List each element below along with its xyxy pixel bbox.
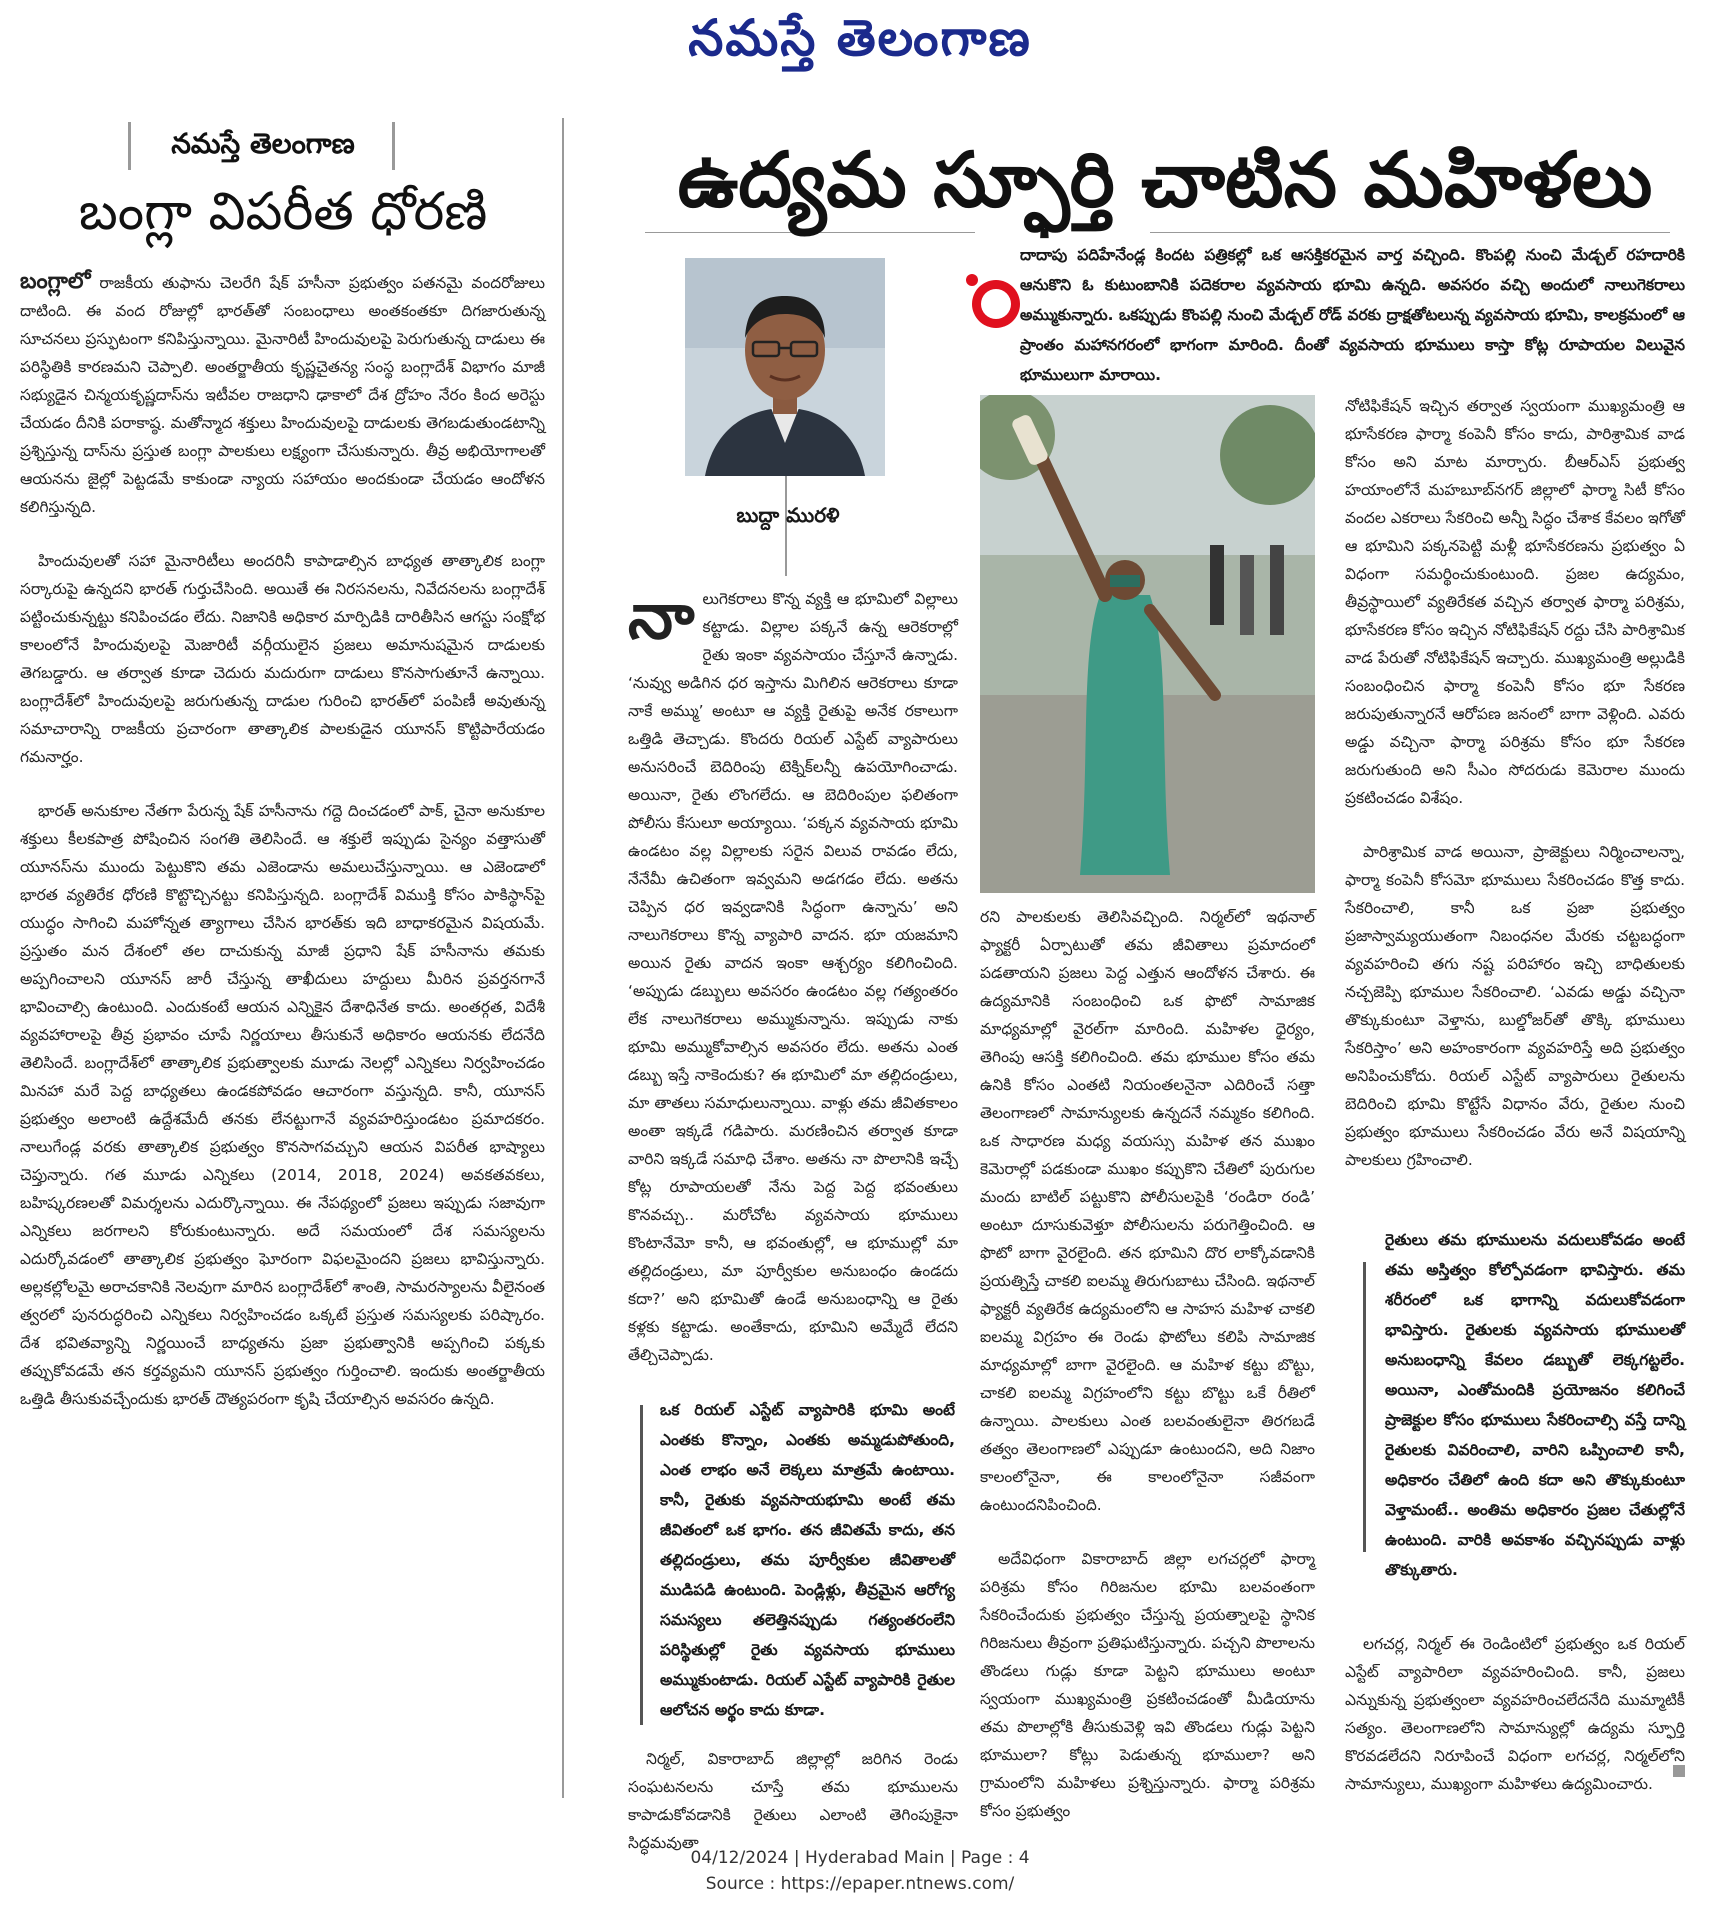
tag-bar-left <box>128 122 131 170</box>
article-paragraph: రని పాలకులకు తెలిసివచ్చింది. నిర్మల్‌లో ఇథనాల్ ఫ్యాక్టరీ ఏర్పాటుతో తమ జీవితాలు ప్రమాదంలో పడతాయని ప్రజలు పెద్ద ఎత్తున ఆందోళన చేశారు. ఈ ఉద్యమానికి సంబంధించి ఒక ఫొటో సామాజిక మాధ్యమాల్లో వైరల్‌గా మారింది. మహిళల ధైర్యం, తెగింపు ఆసక్తి కలిగించింది. తమ భూముల కోసం తమ ఉనికి కోసం ఎంతటి నియంతలనైనా ఎదిరించే సత్తా తెలంగాణలో సామాన్యులకు ఉన్నదనే నమ్మకం కలిగింది. ఒక సాధారణ మధ్య వయస్సు మహిళ తన ముఖం కెమెరాల్లో పడకుండా ముఖం కప్పుకొని చేతిలో పురుగుల మందు బాటిల్ పట్టుకొని పోలీసులపైకి ‘రండిరా రండి’ అంటూ దూసుకువెళ్తూ పోలీసులను పరుగెత్తించింది. ఆ ఫొటో బాగా వైరలైంది. తన భూమిని దొర లాక్కోవడానికి ప్రయత్నిస్తే చాకలి ఐలమ్మ తిరుగుబాటు చేసింది. ఇథనాల్ ఫ్యాక్టరీ వ్యతిరేక ఉద్యమంలోని ఆ సాహస మహిళ చాకలి ఐలమ్మ విగ్రహం ఈ రెండు ఫొటోలు కలిపి సామాజిక మాధ్యమాల్లో బాగా వైరలైంది. ఆ మహిళ కట్టు బొట్టు, చాకలి ఐలమ్మ విగ్రహంలోని కట్టు బొట్టు ఒకే రీతిలో ఉన్నాయి. పాలకులు ఎంత బలవంతులైనా తిరగబడే తత్వం తెలంగాణలో ఎప్పుడూ ఉంటుందని, అది నిజాం కాలంలోనైనా, ఈ కాలంలోనైనా సజీవంగా ఉంటుందనిపించింది. <box>980 908 1315 1514</box>
article-paragraph: నాలుగెకరాలు కొన్న వ్యక్తి ఆ భూమిలో విల్లాలు కట్టాడు. విల్లాల పక్కనే ఉన్న ఆరెకరాల్లో రైతు ఇంకా వ్యవసాయం చేస్తూనే ఉన్నాడు. ‘నువ్వు అడిగిన ధర ఇస్తాను మిగిలిన ఆరెకరాలు కూడా నాకే అమ్ము’ అంటూ ఆ వ్యక్తి రైతుపై అనేక రకాలుగా ఒత్తిడి తెచ్చాడు. కొందరు రియల్ ఎస్టేట్ వ్యాపారులు అనుసరించే బెదిరింపు టెక్నిక్‌లన్నీ ఉపయోగించాడు. అయినా, రైతు లొంగలేదు. ఆ బెదిరింపుల ఫలితంగా పోలీసు కేసులూ అయ్యాయి. ‘పక్కన వ్యవసాయ భూమి ఉండటం వల్ల విల్లాలకు సరైన విలువ రావడం లేదు, నేనేమీ ఉచితంగా ఇవ్వమని అడగడం లేదు. అతను చెప్పిన ధర ఇవ్వడానికి సిద్ధంగా ఉన్నాను’ అని నాలుగెకరాలు కొన్న వ్యాపారి వాదన. భూ యజమాని అయిన రైతు వాదన ఇంకా ఆశ్చర్యం కలిగించింది. ‘అప్పుడు డబ్బులు అవసరం ఉండటం వల్ల గత్యంతరం లేక నాలుగెకరాలు అమ్ముకున్నాను. ఇప్పుడు నాకు భూమి అమ్ముకోవాల్సిన అవసరం లేదు. అతను ఎంత డబ్బు ఇస్తే నాకెందుకు? ఈ భూమిలో మా తల్లిదండ్రులు, మా తాతలు సమాధులున్నాయి. వాళ్లు తమ జీవితకాలం అంతా ఇక్కడే గడిపారు. మరణించిన తర్వాత కూడా వారిని ఇక్కడే సమాధి చేశాం. అతను నా పొలానికి ఇచ్చే కోట్ల రూపాయలతో నేను పెద్ద పెద్ద భవంతులు కొనవచ్చు.. మరోచోట వ్యవసాయ భూములు కొంటానేమో కానీ, ఆ భవంతుల్లో, ఆ భూముల్లో మా తల్లిదండ్రులు, మా పూర్వీకుల అనుబంధం ఉండదు కదా?’ అని భూమితో ఉండే అనుబంధాన్ని ఆ రైతు కళ్లకు కట్టాడు. అంతేకాదు, భూమిని అమ్మేదే లేదని తేల్చిచెప్పాడు. <box>628 580 958 1364</box>
author-name: బుద్దా మురళి <box>736 503 840 527</box>
ntnews-logo-icon <box>962 270 1024 332</box>
quote-bar <box>640 1405 643 1725</box>
article-column-2 <box>980 903 1315 1851</box>
author-photo <box>685 258 885 476</box>
footer-date-edition: 04/12/2024 | Hyderabad Main | Page : 4 <box>690 1848 1030 1868</box>
editorial-body <box>20 268 545 1439</box>
article-paragraph: నిర్మల్, వికారాబాద్ జిల్లాల్లో జరిగిన రెండు సంఘటనలను చూస్తే తమ భూములను కాపాడుకోవడానికి రైతులు ఎలాంటి తెగింపుకైనా సిద్ధమవుతా <box>628 1750 958 1852</box>
quote-bar <box>1363 1262 1366 1552</box>
editorial-divider <box>562 118 564 1798</box>
article-paragraph: నోటిఫికేషన్ ఇచ్చిన తర్వాత స్వయంగా ముఖ్యమంత్రి ఆ భూసేకరణ ఫార్మా కంపెనీ కోసం కాదు, పారిశ్రామిక వాడ కోసం అని మాట మార్చారు. బీఆర్ఎస్ ప్రభుత్వ హయాంలోనే మహబూబ్‌నగర్ జిల్లాలో ఫార్మా సిటీ కోసం వందల ఎకరాలు సేకరించి అన్నీ సిద్ధం చేశాక కేవలం ఇగోతో ఆ భూమిని పక్కనపెట్టి మళ్లీ భూసేకరణను ప్రభుత్వం ఏ విధంగా సమర్థించుకుంటుంది. ప్రజల ఉద్యమం, తీవ్రస్థాయిలో వ్యతిరేకత వచ్చిన తర్వాత ఫార్మా పరిశ్రమ, భూసేకరణ కోసం ఇచ్చిన నోటిఫికేషన్ రద్దు చేసి పారిశ్రామిక వాడ పేరుతో నోటిఫికేషన్ ఇచ్చారు. ముఖ్యమంత్రి అల్లుడికి సంబంధించిన ఫార్మా కంపెనీ కోసం భూ సేకరణ జరుపుతున్నారనే ఆరోపణ జనంలో బాగా వెళ్లింది. ఎవరు అడ్డు వచ్చినా ఫార్మా పరిశ్రమ కోసం భూ సేకరణ జరుగుతుంది అని సీఎం సోదరుడు కెమెరాల ముందు ప్రకటించడం విశేషం. <box>1345 397 1685 807</box>
end-mark <box>1673 1765 1685 1777</box>
masthead: నమస్తే తెలంగాణ <box>688 8 1032 67</box>
footer-source-link[interactable]: Source : https://epaper.ntnews.com/ <box>705 1874 1015 1894</box>
article-column-1 <box>628 580 958 1395</box>
editorial-title: బంగ్లా విపరీత ధోరణి <box>78 182 488 242</box>
article-column-3 <box>1345 392 1685 1200</box>
article-paragraph: పారిశ్రామిక వాడ అయినా, ప్రాజెక్టులు నిర్మించాలన్నా, ఫార్మా కంపెనీ కోసమో భూములు సేకరించడం కొత్త కాదు. సేకరించాలి, కానీ ఒక ప్రజా ప్రభుత్వం ప్రజాస్వామ్యయుతంగా నిబంధనల మేరకు చట్టబద్ధంగా వ్యవహరించి తగు నష్ట పరిహారం ఇచ్చి బాధితులకు నచ్చజెప్పి భూముల సేకరించాలి. ‘ఎవడు అడ్డు వచ్చినా తొక్కుకుంటూ వెళ్తాను, బుల్డోజర్‌తో తొక్కి భూములు సేకరిస్తాం’ అని అహంకారంగా వ్యవహరిస్తే అది ప్రభుత్వం అనిపించుకోదు. రియల్ ఎస్టేట్ వ్యాపారులు రైతులను బెదిరించి భూమి కొట్టేసే విధానం వేరు, రైతుల నుంచి ప్రభుత్వం భూములు సేకరించడం వేరు అనే విషయాన్ని పాలకులు గ్రహించాలి. <box>1345 843 1685 1169</box>
editorial-paragraph: బంగ్లాలో రాజకీయ తుఫాను చెలరేగి షేక్ హసీనా ప్రభుత్వం పతనమై వందరోజులు దాటింది. ఈ వంద రోజుల్లో భారత్‌తో సంబంధాలు అంతకంతకూ దిగజారుతున్న సూచనలు ప్రస్ఫుటంగా కనిపిస్తున్నాయి. మైనారిటీ హిందువులపై పెరుగుతున్న దాడులు ఈ పరిస్థితికి కారణమని చెప్పాలి. అంతర్జాతీయ కృష్ణచైతన్య సంస్థ బంగ్లాదేశ్ విభాగం మాజీ సభ్యుడైన చిన్మయకృష్ణదాస్‌ను ఇటీవల రాజధాని ఢాకాలో దేశ ద్రోహం నేరం కింద అరెస్టు చేయడం దీనికి పరాకాష్ఠ. మతోన్మాద శక్తులు హిందువులపై దాడులకు తెగబడుతుండటాన్ని ప్రశ్నిస్తున్న దాస్‌ను ప్రస్తుత బంగ్లా పాలకులు లక్ష్యంగా చేసుకున్నారు. తీవ్ర అభియోగాలతో ఆయనను జైల్లో పెట్టడమే కాకుండా న్యాయ సహాయం అందకుండా చేయడం ఆందోళన కలిగిస్తున్నది. <box>20 269 545 516</box>
article-paragraph: లగచర్ల, నిర్మల్ ఈ రెండింటిలో ప్రభుత్వం ఒక రియల్ ఎస్టేట్ వ్యాపారిలా వ్యవహరించింది. కానీ, ప్రజలు ఎన్నుకున్న ప్రభుత్వంలా వ్యవహరించలేదనేది ముమ్మాటికీ సత్యం. తెలంగాణలోని సామాన్యుల్లో ఉద్యమ స్ఫూర్తి కొరవడలేదని నిరూపించే విధంగా లగచర్ల, నిర్మల్‌లోని సామాన్యులు, ముఖ్యంగా మహిళలు ఉద్యమించారు. <box>1345 1635 1685 1793</box>
editorial-lead-word: బంగ్లాలో <box>20 269 91 294</box>
article-title: ఉద్యమ స్ఫూర్తి చాటిన మహిళలు <box>677 135 1653 224</box>
tag-bar-right <box>392 122 395 170</box>
editorial-paragraph: హిందువులతో సహా మైనారిటీలు అందరినీ కాపాడాల్సిన బాధ్యత తాత్కాలిక బంగ్లా సర్కారుపై ఉన్నదని భారత్ గుర్తుచేసింది. అయితే ఈ నిరసనలను, నివేదనలను బంగ్లాదేశ్ పట్టించుకున్నట్టు కనిపించడం లేదు. నిజానికి అధికార మార్పిడికి దారితీసిన ఆగస్టు సంక్షోభ కాలంలోనే హిందువులపై మెజారిటీ వర్గీయులైన ప్రజలు అమానుషమైన దాడులకు తెగబడ్డారు. ఆ తర్వాత కూడా చెదురు మదురుగా దాడులు కొనసాగుతూనే ఉన్నాయి. బంగ్లాదేశ్‌లో హిందువులపై జరుగుతున్న దాడుల గురించి భారత్‌లో పంపిణీ అవుతున్న సమాచారాన్ని రాజకీయ ప్రచారంగా తాత్కాలిక పాలకుడైన యూనస్ కొట్టిపారేయడం గమనార్హం. <box>20 552 545 766</box>
article-intro: దాదాపు పదిహేనేండ్ల కిందట పత్రికల్లో ఒక ఆసక్తికరమైన వార్త వచ్చింది. కొంపల్లి నుంచి మేడ్చల్ రహదారికి ఆనుకొని ఓ కుటుంబానికి పదెకరాల వ్యవసాయ భూమి ఉన్నది. అవసరం వచ్చి అందులో నాలుగెకరాలు అమ్ముకున్నారు. ఒకప్పుడు కొంపల్లి నుంచి మేడ్చల్ రోడ్ వరకు ద్రాక్షతోటలున్న వ్యవసాయ భూమి, కాలక్రమంలో ఆ ప్రాంతం మహానగరంలో భాగంగా మారింది. దీంతో వ్యవసాయ భూములు కాస్తా కోట్ల రూపాయల విలువైన భూములుగా మారాయి. <box>1020 246 1685 384</box>
pull-quote: ఒక రియల్ ఎస్టేట్ వ్యాపారికి భూమి అంటే ఎంతకు కొన్నాం, ఎంతకు అమ్మడుపోతుంది, ఎంత లాభం అనే లెక్కలు మాత్రమే ఉంటాయి. కానీ, రైతుకు వ్యవసాయభూమి అంటే తమ జీవితంలో ఒక భాగం. తన జీవితమే కాదు, తన తల్లిదండ్రులు, తమ పూర్వీకుల జీవితాలతో ముడిపడి ఉంటుంది. పెండ్లిళ్లు, తీవ్రమైన ఆరోగ్య సమస్యలు తలెత్తినప్పుడు గత్యంతరంలేని పరిస్థితుల్లో రైతు వ్యవసాయ భూములు అమ్ముకుంటాడు. రియల్ ఎస్టేట్ వ్యాపారికి రైతుల ఆలోచన అర్థం కాదు కూడా. <box>660 1401 955 1719</box>
editorial-paragraph: భారత్ అనుకూల నేతగా పేరున్న షేక్ హసీనాను గద్దె దించడంలో పాక్, చైనా అనుకూల శక్తులు కీలకపాత్ర పోషించిన సంగతి తెలిసిందే. ఆ శక్తులే ఇప్పుడు సైన్యం వత్తాసుతో యూనస్‌ను ముందు పెట్టుకొని తమ ఎజెండాను అమలుచేస్తున్నాయి. ఆ ఎజెండాలో భారత వ్యతిరేక ధోరణి కొట్టొచ్చినట్టు కనిపిస్తున్నది. బంగ్లాదేశ్ విముక్తి కోసం పాకిస్థాన్‌పై యుద్ధం సాగించి మహోన్నత త్యాగాలు చేసిన భారత్‌కు ఇది బాధాకరమైన విషయమే. ప్రస్తుతం మన దేశంలో తల దాచుకున్న మాజీ ప్రధాని షేక్ హసీనాను తమకు అప్పగించాలని యూనస్ జారీ చేస్తున్న తాఖీదులు హద్దులు మీరిన ప్రవర్తనగానే భావించాల్సి ఉంటుంది. ఎందుకంటే ఆయన ఎన్నికైన దేశాధినేత కాదు. అంతర్గత, విదేశీ వ్యవహారాలపై తీవ్ర ప్రభావం చూపే నిర్ణయాలు తీసుకునే అధికారం ఆయనకు లేదనేది తెలిసిందే. బంగ్లాదేశ్‌లో తాత్కాలిక ప్రభుత్వాలకు మూడు నెలల్లో ఎన్నికలు నిర్వహించడం మినహా మరే పెద్ద బాధ్యతలు ఉండకపోవడం ఆచారంగా వస్తున్నది. కానీ, యూనస్ ప్రభుత్వం అలాంటి ఉద్దేశమేదీ తనకు లేనట్టుగానే వ్యవహరిస్తుండటం ప్రమాదకరం. నాలుగేండ్ల వరకు తాత్కాలిక ప్రభుత్వం కొనసాగవచ్చుని ఆయన విపరీత భాష్యాలు చెప్తున్నారు. గత మూడు ఎన్నికలు (2014, 2018, 2024) అవకతవకలు, బహిష్కరణలతో విమర్శలను ఎదుర్కొన్నాయి. ఈ నేపథ్యంలో ప్రజలు ఇప్పుడు సజావుగా ఎన్నికలు జరగాలని కోరుకుంటున్నారు. అదే సమయంలో దేశ సమస్యలను ఎదుర్కోవడంలో తాత్కాలిక ప్రభుత్వం ఘోరంగా విఫలమైందని ప్రజలు భావిస్తున్నారు. అల్లకల్లోలమై అరాచకానికి నెలవుగా మారిన బంగ్లాదేశ్‌లో శాంతి, సామరస్యాలను వీలైనంత త్వరలో పునరుద్ధరించి ఎన్నికలు నిర్వహించడం ఒక్కటే ప్రస్తుత సమస్యలకు పరిష్కారం. దేశ భవితవ్యాన్ని నిర్ణయించే బాధ్యతను ప్రజా ప్రభుత్వానికి అప్పగించి పక్కకు తప్పుకోవడమే తన కర్తవ్యమని యూనస్ ప్రభుత్వం గుర్తించాలి. ఇందుకు అంతర్జాతీయ ఒత్తిడి తీసుకువచ్చేందుకు భారత్ దౌత్యపరంగా కృషి చేయాల్సిన అవసరం ఉన్నది. <box>20 802 545 1408</box>
article-column-3-bottom <box>1345 1630 1685 1824</box>
article-paragraph: అదేవిధంగా వికారాబాద్ జిల్లా లగచర్లలో ఫార్మా పరిశ్రమ కోసం గిరిజనుల భూమి బలవంతంగా సేకరించేందుకు ప్రభుత్వం చేస్తున్న ప్రయత్నాలపై స్థానిక గిరిజనులు తీవ్రంగా ప్రతిఘటిస్తున్నారు. పచ్చని పొలాలను తొండలు గుడ్లు కూడా పెట్టని భూములు అంటూ స్వయంగా ముఖ్యమంత్రి ప్రకటించడంతో మీడియాను తమ పొలాల్లోకి తీసుకువెళ్లి ఇవి తొండలు గుడ్లు పెట్టని భూములా? కోట్లు పెడుతున్న భూములా? అని గ్రామంలోని మహిళలు ప్రశ్నిస్తున్నారు. ఫార్మా పరిశ్రమ కోసం ప్రభుత్వం <box>980 1550 1315 1820</box>
editorial-tag: నమస్తే తెలంగాణ <box>171 127 355 160</box>
drop-cap: నా <box>628 580 695 654</box>
protest-photo <box>980 395 1315 893</box>
pull-quote: రైతులు తమ భూములను వదులుకోవడం అంటే తమ అస్తిత్వం కోల్పోవడంగా భావిస్తారు. తమ శరీరంలో ఒక భాగాన్ని వదులుకోవడంగా భావిస్తారు. రైతులకు వ్యవసాయ భూములతో అనుబంధాన్ని కేవలం డబ్బుతో లెక్కగట్టలేం. అయినా, ఎంతోమందికి ప్రయోజనం కలిగించే ప్రాజెక్టుల కోసం భూములు సేకరించాల్సి వస్తే దాన్ని రైతులకు వివరించాలి, వారిని ఒప్పించాలి కానీ, అధికారం చేతిలో ఉంది కదా అని తొక్కుకుంటూ వెళ్తామంటే.. అంతిమ అధికారం ప్రజల చేతుల్లోనే ఉంటుంది. వారికి అవకాశం వచ్చినప్పుడు వాళ్లు తొక్కుతారు. <box>1385 1231 1685 1579</box>
